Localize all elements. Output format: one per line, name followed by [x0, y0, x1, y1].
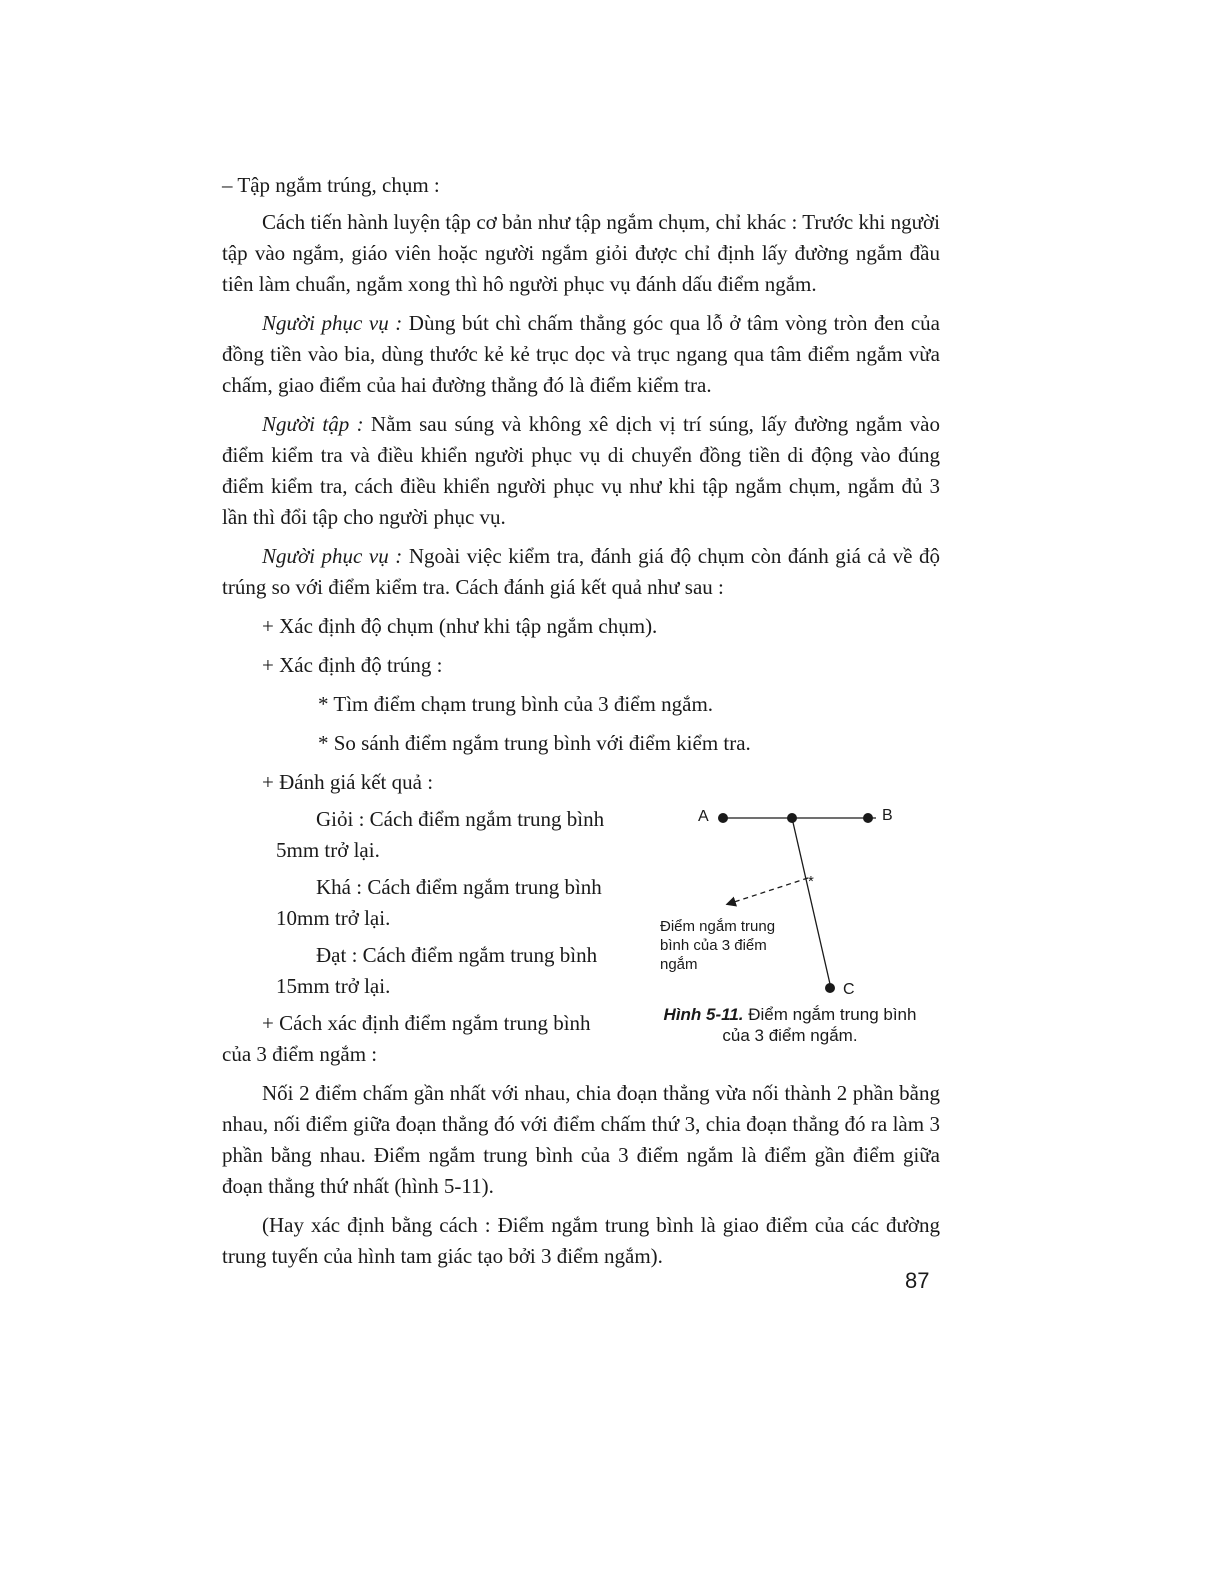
annotation-line: Điểm ngắm trung: [660, 918, 776, 935]
paragraph-server-1: [222, 308, 940, 401]
figure-caption: [640, 1004, 940, 1046]
caption-text: của 3 điểm ngắm.: [722, 1026, 858, 1045]
point-c: [825, 983, 835, 993]
median-line: [792, 818, 830, 984]
annotation-line: ngắm: [660, 956, 698, 973]
list-item: + Xác định độ trúng :: [262, 653, 443, 677]
sub-item: * Tìm điểm chạm trung bình của 3 điểm ngắm.: [318, 692, 714, 716]
role-label: Người phục vụ :: [262, 544, 403, 568]
section-heading: – Tập ngắm trúng, chụm :: [222, 173, 440, 197]
caption-text: Điểm ngắm trung bình: [743, 1005, 917, 1024]
role-label: Người phục vụ :: [262, 311, 403, 335]
grade-good: Giỏi : Cách điểm ngắm trung bình 5mm trở lại.: [276, 807, 605, 862]
label-a: A: [698, 808, 709, 825]
sub-item: * So sánh điểm ngắm trung bình với điểm kiểm tra.: [318, 731, 751, 755]
page-body: [222, 170, 940, 1280]
grade-pass: Đạt : Cách điểm ngắm trung bình 15mm trở lại.: [276, 943, 598, 998]
paragraph-text: Dùng bút chì chấm thẳng góc qua lỗ ở tâm vòng tròn đen của đồng tiền vào bia, dùng thước kẻ kẻ trục dọc và trục ngang qua tâm điểm ngắm vừa chấm, giao điểm của hai đường thẳng đó là điểm kiểm tra.: [222, 311, 940, 397]
paragraph-text: Nằm sau súng và không xê dịch vị trí súng, lấy đường ngắm vào điểm kiểm tra và điều khiển người phục vụ di chuyển đồng tiền di động vào đúng điểm kiểm tra, cách điều khiển người phục vụ như khi tập ngắm chụm, ngắm đủ 3 lần thì đổi tập cho người phục vụ.: [222, 412, 940, 529]
figure-5-11: [640, 798, 940, 1058]
list-item: + Cách xác định điểm ngắm trung bình của 3 điểm ngắm :: [222, 1011, 591, 1066]
mean-marker: *: [808, 873, 814, 890]
list-item: + Đánh giá kết quả :: [262, 770, 434, 794]
intro-paragraph: Cách tiến hành luyện tập cơ bản như tập ngắm chụm, chỉ khác : Trước khi người tập vào ngắm, giáo viên hoặc người ngắm giỏi được chỉ định lấy đường ngắm đầu tiên làm chuẩn, ngắm xong thì hô người phục vụ đánh dấu điểm ngắm.: [222, 210, 940, 296]
point-a: [718, 813, 728, 823]
list-item: + Xác định độ chụm (như khi tập ngắm chụm).: [262, 614, 658, 638]
point-b: [863, 813, 873, 823]
label-b: B: [882, 807, 893, 824]
point-midpoint: [787, 813, 797, 823]
label-c: C: [843, 981, 855, 998]
grade-fair: Khá : Cách điểm ngắm trung bình 10mm trở lại.: [276, 875, 602, 930]
annotation-line: bình của 3 điểm: [660, 937, 767, 954]
role-label: Người tập :: [262, 412, 364, 436]
paragraph-server-2: [222, 541, 940, 603]
caption-label: Hình 5-11.: [663, 1005, 744, 1024]
page-number: 87: [905, 1268, 930, 1293]
annotation-arrow: [728, 878, 808, 904]
left-column: [222, 767, 624, 1070]
method-paragraph: Nối 2 điểm chấm gần nhất với nhau, chia đoạn thẳng vừa nối thành 2 phần bằng nhau, nối điểm giữa đoạn thẳng đó với điểm chấm thứ 3, chia đoạn thẳng đó ra làm 3 phần bằng nhau. Điểm ngắm trung bình của 3 điểm ngắm là điểm gần điểm giữa đoạn thẳng thứ nhất (hình 5-11).: [222, 1081, 940, 1198]
paragraph-trainee: [222, 409, 940, 533]
alternative-paragraph: (Hay xác định bằng cách : Điểm ngắm trung bình là giao điểm của các đường trung tuyến của hình tam giác tạo bởi 3 điểm ngắm).: [222, 1213, 940, 1268]
paragraph-text: Ngoài việc kiểm tra, đánh giá độ chụm còn đánh giá cả về độ trúng so với điểm kiểm tra. Cách đánh giá kết quả như sau :: [222, 544, 941, 599]
mean-point-diagram: [640, 798, 940, 998]
